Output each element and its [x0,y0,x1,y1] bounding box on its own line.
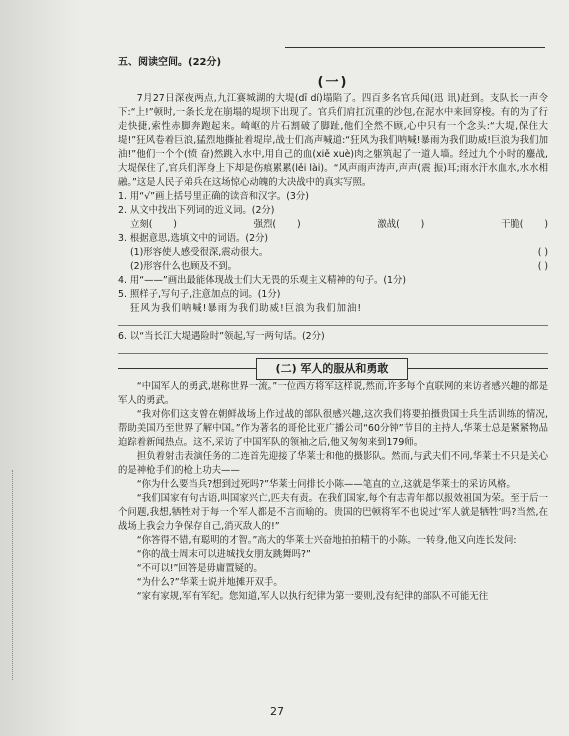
part2-paragraph-7: “你的战士周末可以进城找女朋友跳舞吗?” [136,549,311,560]
synonym-3: 激战( ) [377,219,425,230]
part1-paragraph: 7月27日深夜两点,九江赛城湖的大堤(dī dí)塌陷了。四百多名官兵闻(迅 讯)赶到。支队长一声令下:“上!”顿时,一条长龙在崩塌的堤坝下出现了。官兵们肩扛沉重的沙包,在泥水中来回穿梭。有的为了行走快捷,索性赤脚奔跑起来。崎岖的片石割破了脚趾,他们全然不顾,心中只有一个念头:“大堤,保住大堤!”狂风卷着巨浪,猛烈地撕扯着堤岸,战士们高声喊道:“狂风为我们呐喊!暴雨为我们助威!巨浪为我们加油!”他们一个个(愤 奋)然跳入水中,用自己的血(xiě xuè)肉之躯筑起了一道人墙。经过九个小时的鏖战,大堤保住了,官兵们浑身上下却是伤痕累累(lěi lài)。“风声雨声涛声,声声(震 振)耳;雨水汗水血水,水水相融。”这是人民子弟兵在这场惊心动魄的大决战中的真实写照。 [118,93,548,188]
question-4: 4. 用“——”画出最能体现战士们大无畏的乐观主义精神的句子。(1分) [118,275,407,286]
question-5: 5. 照样子,写句子,注意加点的词。(1分) [118,289,281,300]
meaning-1: (1)形容使人感受很深,震动很大。 ( ) [130,247,548,258]
page-number: 27 [270,705,284,718]
question-3: 3. 根据意思,选填文中的词语。(2分) [118,233,269,244]
section-title: 五、阅读空间。(22分) [118,57,222,68]
synonym-4: 干脆( ) [501,219,548,230]
part2-paragraph-1: “中国军人的勇武,堪称世界一流。”一位西方将军这样说,然而,许多每个直联网的来访者感兴趣的都是军人的勇武。 [118,381,548,406]
part2-paragraph-2: “我对你们这支曾在朝鲜战场上作过战的部队很感兴趣,这次我们将要拍摄贵国士兵生活训练的情况,帮助美国乃至世界了解中国。”作为著名的哥伦比亚广播公司“60分钟”节目的主持人,华莱士总是紧紧物品迫踪着新闻热点。这不,采访了中国军队的领袖之后,他又匆匆来到179师。 [118,409,548,448]
synonym-1: 立刻( ) [130,219,177,230]
meaning-2: (2)形容什么也顾及不到。 ( ) [130,261,548,272]
question-2: 2. 从文中找出下列词的近义词。(2分) [118,205,275,216]
part2-paragraph-3: 担负着射击表演任务的二连首先迎接了华莱士和他的摄影队。然而,与武夫们不同,华莱士不只是关心的是神枪手们的枪上功夫—— [118,451,548,476]
part2-paragraph-6: “你答得不错,有聪明的才智。”高大的华莱士兴奋地拍拍精干的小陈。一转身,他又向连长发问: [136,535,517,546]
part2-paragraph-9: “为什么?”华莱士说并地摊开双手。 [136,577,283,588]
top-rule [285,47,545,48]
example-sentence: 狂风为我们呐喊!暴雨为我们助威!巨浪为我们加油! [130,303,363,314]
cut-line [12,470,14,680]
part2-paragraph-10: “家有家规,军有军纪。您知道,军人以执行纪律为第一要则,没有纪律的部队不可能无往 [136,591,489,602]
part2-paragraph-8: “不可以!”回答是毋庸置疑的。 [136,563,263,574]
synonym-2: 强烈( ) [253,219,301,230]
page-content [118,52,548,604]
answer-line-5 [118,325,548,326]
question-1: 1. 用“√”画上括号里正确的读音和汉字。(3分) [118,191,309,202]
part2-heading-bar [118,358,548,380]
answer-line-6 [118,353,548,354]
question-6: 6. 以“当长江大堤遇险时”领起,写一两句话。(2分) [118,331,325,342]
part1-heading: (一) [317,75,349,90]
synonym-row [118,218,548,232]
part2-paragraph-4: “你为什么要当兵?想到过死吗?”华莱士问排长小陈——笔直的立,这就是华莱士的采访风格。 [136,479,516,490]
part2-heading: (二) 军人的服从和勇敢 [256,358,408,380]
part2-paragraph-5: “我们国家有句古语,叫国家兴亡,匹夫有责。在我们国家,每个有志青年都以报效祖国为荣。至于后一个问题,我想,牺牲对于每一个军人都是不言而喻的。贵国的巴顿将军不也说过‘军人就是牺牲’吗?当然,在战场上我会力争保存自己,消灭敌人的!” [118,493,548,532]
